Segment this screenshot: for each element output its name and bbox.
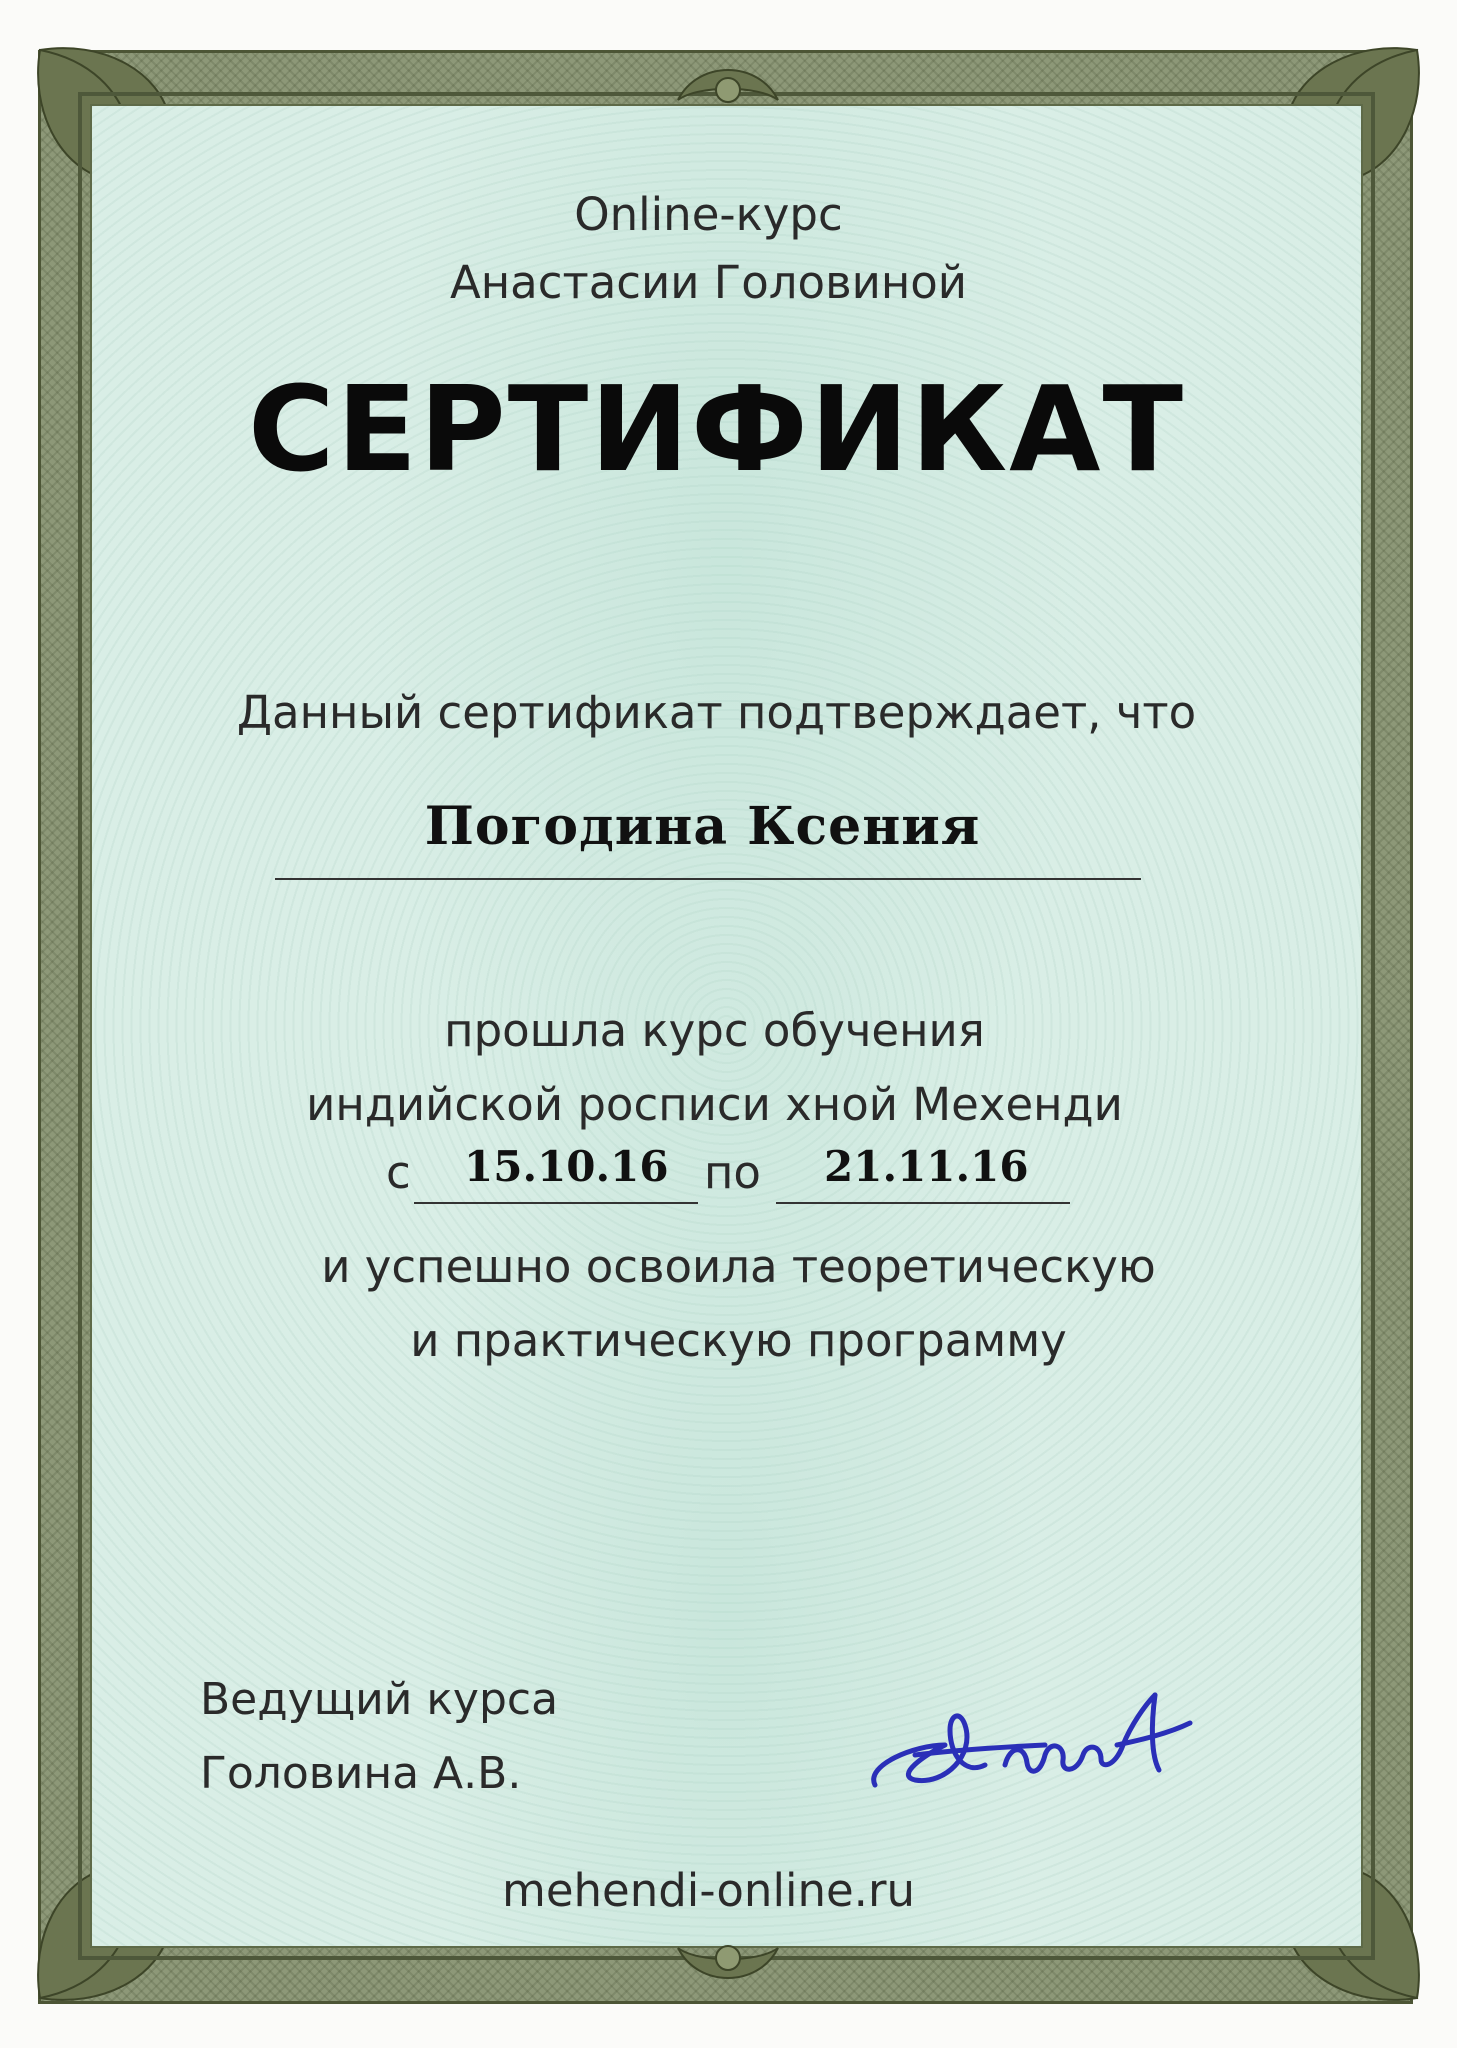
certificate-title: СЕРТИФИКАТ xyxy=(248,360,1185,498)
date-from: 15.10.16 xyxy=(464,1142,669,1191)
date-from-underline xyxy=(414,1202,698,1204)
course-line-1: прошла курс обучения xyxy=(444,1004,985,1057)
result-line-1: и успешно освоила теоретическую xyxy=(321,1240,1156,1293)
result-line-2: и практическую программу xyxy=(410,1314,1067,1367)
name-underline xyxy=(275,878,1141,880)
recipient-name: Погодина Ксения xyxy=(424,796,981,857)
course-line-2: индийской росписи хной Мехенди xyxy=(306,1078,1123,1131)
confirm-text: Данный сертификат подтверждает, что xyxy=(236,686,1197,739)
handwritten-signature xyxy=(855,1685,1215,1805)
date-to-underline xyxy=(776,1202,1070,1204)
date-to: 21.11.16 xyxy=(824,1142,1029,1191)
date-from-prefix: с xyxy=(386,1146,411,1199)
website: mehendi-online.ru xyxy=(502,1864,915,1917)
date-to-prefix: по xyxy=(704,1146,761,1199)
instructor-name: Головина А.В. xyxy=(200,1748,522,1799)
instructor-label: Ведущий курса xyxy=(200,1674,559,1725)
header-line-1: Online-курс xyxy=(574,188,843,241)
top-center-ornament xyxy=(668,40,788,160)
header-line-2: Анастасии Головиной xyxy=(449,256,968,309)
